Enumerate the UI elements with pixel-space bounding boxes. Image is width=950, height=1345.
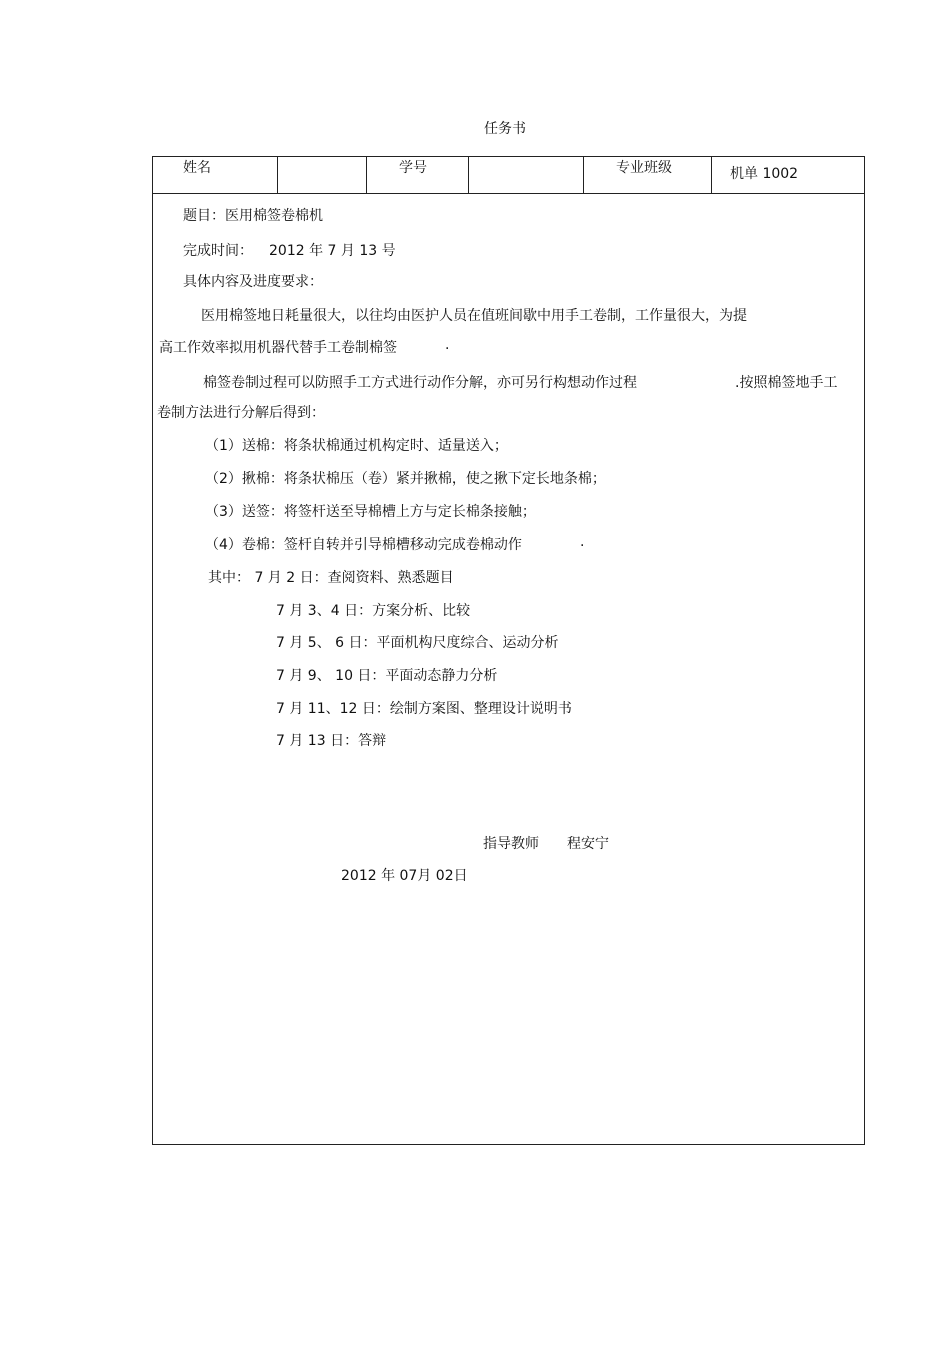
step-4-period: . xyxy=(580,534,585,550)
topic-line: 题目：医用棉签卷棉机 xyxy=(183,208,323,224)
student-id-label: 学号 xyxy=(399,160,427,176)
deadline-value: 2012 年 7 月 13 号 xyxy=(269,243,396,259)
paragraph-1-line-2: 高工作效率拟用机器代替手工卷制棉签 xyxy=(159,340,397,356)
paragraph-2-line-2: 卷制方法进行分解后得到： xyxy=(157,405,325,421)
paragraph-2-line-1b: .按照棉签地手工 xyxy=(735,375,838,391)
class-label: 专业班级 xyxy=(616,160,672,176)
document-title: 任务书 xyxy=(484,121,526,137)
schedule-first-item: 其中： 7 月 2 日：查阅资料、熟悉题目 xyxy=(208,570,454,586)
step-item: （2）揪棉：将条状棉压（卷）紧并揪棉，使之揪下定长地条棉； xyxy=(205,471,606,487)
name-field[interactable] xyxy=(278,158,365,192)
advisor-label: 指导教师 xyxy=(483,836,539,852)
sign-date: 2012 年 07月 02日 xyxy=(341,868,468,884)
schedule-item: 7 月 3、4 日：方案分析、比较 xyxy=(276,603,471,619)
step-item: （1）送棉：将条状棉通过机构定时、适量送入； xyxy=(205,438,508,454)
schedule-item: 7 月 5、 6 日：平面机构尺度综合、运动分析 xyxy=(276,635,559,651)
paragraph-1-period: . xyxy=(445,337,450,353)
paragraph-1-line-1: 医用棉签地日耗量很大，以往均由医护人员在值班间歇中用手工卷制，工作量很大，为提 xyxy=(201,308,747,324)
class-value: 机单 1002 xyxy=(730,166,799,182)
deadline-label: 完成时间： xyxy=(183,243,253,259)
column-divider xyxy=(711,157,712,193)
schedule-item: 7 月 9、 10 日：平面动态静力分析 xyxy=(276,668,498,684)
step-item: （4）卷棉：签杆自转并引导棉槽移动完成卷棉动作 xyxy=(205,537,522,553)
advisor-name: 程安宁 xyxy=(567,836,609,852)
name-label: 姓名 xyxy=(183,160,211,176)
header-row-divider xyxy=(153,193,864,194)
column-divider xyxy=(366,157,367,193)
task-table xyxy=(152,156,865,1145)
student-id-field[interactable] xyxy=(469,158,582,192)
paragraph-2-line-1a: 棉签卷制过程可以防照手工方式进行动作分解，亦可另行构想动作过程 xyxy=(203,375,637,391)
schedule-item: 7 月 11、12 日：绘制方案图、整理设计说明书 xyxy=(276,701,572,717)
step-item: （3）送签：将签杆送至导棉槽上方与定长棉条接触； xyxy=(205,504,536,520)
requirements-label: 具体内容及进度要求： xyxy=(183,274,323,290)
column-divider xyxy=(583,157,584,193)
schedule-item: 7 月 13 日：答辩 xyxy=(276,733,387,749)
